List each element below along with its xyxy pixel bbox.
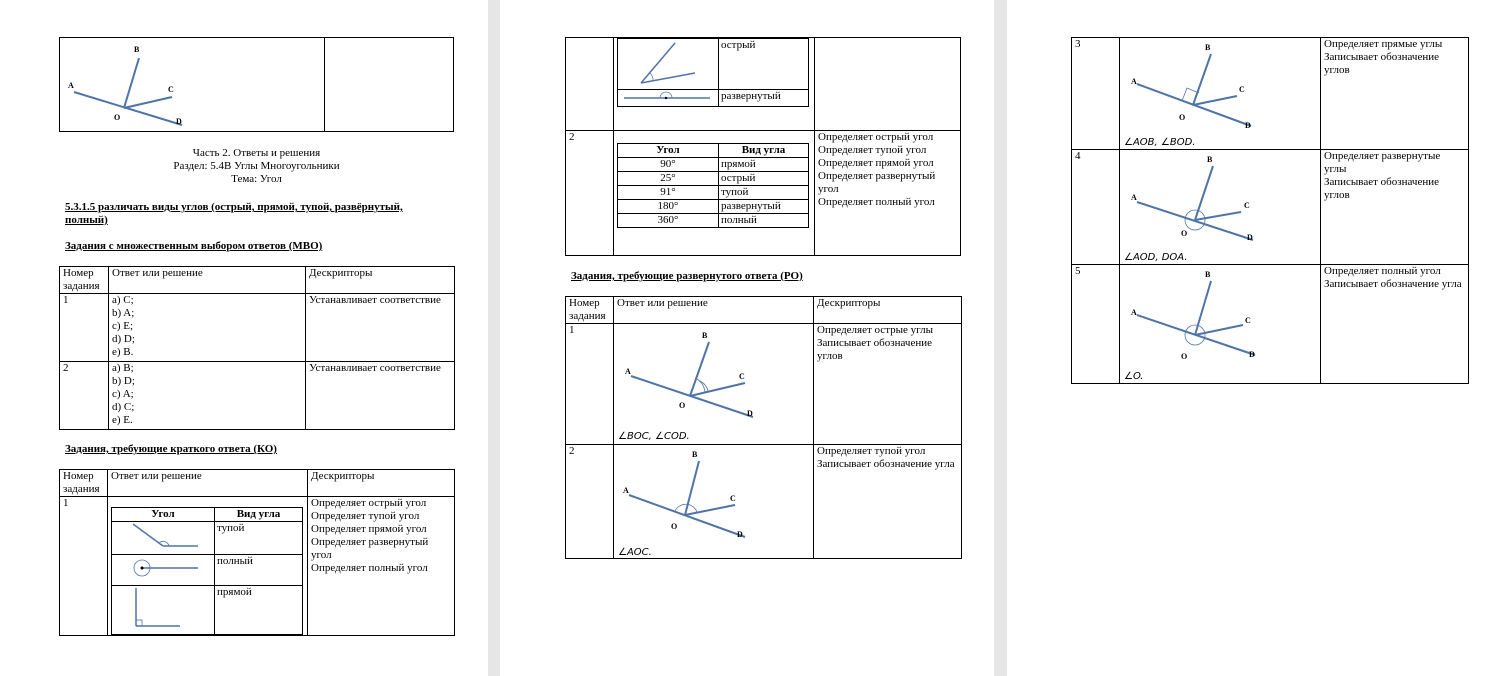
section-ro: Задания, требующие развернутого ответа (РО): [571, 270, 803, 282]
label-o: O: [671, 522, 678, 531]
obtuse-angle-sketch: [128, 522, 198, 550]
figure-box: [59, 37, 454, 132]
label-o: O: [1179, 113, 1186, 122]
col-header-desc: Дескрипторы: [306, 267, 455, 294]
label-c: C: [1244, 201, 1250, 210]
inner-angle-table: [111, 507, 303, 635]
inner-kind: прямой: [215, 586, 303, 635]
label-c: C: [168, 85, 174, 94]
page-2: [500, 0, 994, 676]
row-answer: a) B; b) D; c) A; d) C; e) E.: [109, 362, 306, 430]
row-num: 2: [566, 445, 614, 559]
row-desc: Определяет прямые углы Записывает обозначение углов: [1321, 38, 1469, 150]
header-line-3: Тема: Угол: [231, 173, 282, 185]
page-3: [1007, 0, 1487, 676]
row-num: 1: [60, 294, 109, 362]
row-answer: ∠BOC, ∠COD.: [618, 431, 690, 442]
ko-table-continued: [565, 37, 961, 256]
row-answer: ∠AOB, ∠BOD.: [1124, 137, 1196, 148]
row-desc: Определяет развернутые углы Записывает обозначение углов: [1321, 150, 1469, 265]
acute-angle-sketch: [633, 39, 703, 85]
label-b: B: [1205, 270, 1211, 279]
page-1: [0, 0, 488, 676]
degree-kind: острый: [719, 172, 809, 186]
label-d: D: [176, 117, 182, 126]
label-b: B: [692, 450, 698, 459]
label-o: O: [114, 113, 121, 122]
degree-kind: полный: [719, 214, 809, 228]
row-desc: Устанавливает соответствие: [306, 294, 455, 362]
row-num: 5: [1072, 265, 1120, 384]
label-a: A: [1131, 77, 1137, 86]
section-ko: Задания, требующие краткого ответа (КО): [65, 443, 277, 455]
label-a: A: [625, 367, 631, 376]
row-num: 1: [60, 497, 108, 636]
label-d: D: [1245, 121, 1251, 130]
figure-aod: [1123, 150, 1273, 248]
header-line-1: Часть 2. Ответы и решения: [192, 147, 321, 159]
degree-value: 180°: [618, 200, 719, 214]
col-header-desc: Дескрипторы: [308, 470, 455, 497]
ro-table: [565, 296, 962, 559]
label-a: A: [623, 486, 629, 495]
straight-angle-sketch: [622, 90, 714, 102]
inner-kind: развернутый: [719, 90, 809, 107]
row-num: 1: [566, 324, 614, 445]
col-header-num: Номер задания: [566, 297, 614, 324]
col-header-num: Номер задания: [60, 470, 108, 497]
inner-header-angle: Угол: [618, 144, 719, 158]
table-row: [566, 131, 961, 256]
row-answer: a) C; b) A; c) E; d) D; e) B.: [109, 294, 306, 362]
degree-kind: прямой: [719, 158, 809, 172]
col-header-answer: Ответ или решение: [109, 267, 306, 294]
col-header-desc: Дескрипторы: [814, 297, 962, 324]
row-num: 2: [566, 131, 614, 256]
label-a: A: [1131, 308, 1137, 317]
label-b: B: [1205, 43, 1211, 52]
label-a: A: [1131, 193, 1137, 202]
row-num: 2: [60, 362, 109, 430]
row-desc: Определяет острые углы Записывает обозначение углов: [814, 324, 962, 445]
angle-figure: [64, 42, 194, 127]
right-angle-sketch: [128, 586, 198, 630]
inner-kind: тупой: [215, 522, 303, 555]
inner-header-kind: Вид угла: [719, 144, 809, 158]
inner-degree-table: [617, 143, 809, 228]
figure-aoc: [617, 445, 767, 540]
table-row: [60, 497, 455, 636]
ro-table-continued: [1071, 37, 1469, 384]
figure-aob-bod: [1123, 38, 1273, 133]
header-line-2: Раздел: 5.4В Углы Многоугольники: [173, 160, 340, 172]
table-row: [60, 294, 455, 362]
row-desc: Определяет острый угол Определяет тупой угол Определяет прямой угол Определяет развернутый угол Определяет полный угол: [308, 497, 455, 636]
col-header-num: Номер задания: [60, 267, 109, 294]
table-row: [1072, 265, 1469, 384]
row-answer: ∠O.: [1124, 371, 1144, 382]
label-c: C: [1245, 316, 1251, 325]
section-mvo: Задания с множественным выбором ответов (МВО): [65, 240, 323, 252]
label-d: D: [747, 409, 753, 418]
label-o: O: [679, 401, 686, 410]
degree-value: 360°: [618, 214, 719, 228]
full-angle-sketch: [128, 555, 198, 581]
label-o: O: [1181, 229, 1188, 238]
inner-header-kind: Вид угла: [215, 508, 303, 522]
inner-kind: полный: [215, 555, 303, 586]
degree-kind: тупой: [719, 186, 809, 200]
table-row: [1072, 150, 1469, 265]
row-answer: ∠AOD, DOA.: [1124, 252, 1188, 263]
mvo-table: [59, 266, 455, 430]
col-header-answer: Ответ или решение: [108, 470, 308, 497]
degree-value: 90°: [618, 158, 719, 172]
col-header-answer: Ответ или решение: [614, 297, 814, 324]
table-row: [1072, 38, 1469, 150]
inner-header-angle: Угол: [112, 508, 215, 522]
row-num: 3: [1072, 38, 1120, 150]
objective: 5.3.1.5 различать виды углов (острый, прямой, тупой, развёрнутый, полный): [65, 201, 403, 226]
label-b: B: [1207, 155, 1213, 164]
ko-table: [59, 469, 455, 636]
inner-kind: острый: [719, 39, 809, 90]
label-c: C: [739, 372, 745, 381]
table-row: [566, 324, 962, 445]
figure-boc-cod: [617, 324, 767, 424]
row-desc: Устанавливает соответствие: [306, 362, 455, 430]
row-desc: Определяет острый угол Определяет тупой угол Определяет прямой угол Определяет развернутый угол Определяет полный угол: [815, 131, 961, 256]
row-num: 4: [1072, 150, 1120, 265]
label-c: C: [1239, 85, 1245, 94]
label-o: O: [1181, 352, 1188, 361]
label-d: D: [1247, 233, 1253, 242]
label-c: C: [730, 494, 736, 503]
table-row: [60, 362, 455, 430]
label-d: D: [1249, 350, 1255, 359]
label-b: B: [134, 45, 140, 54]
table-row: [566, 445, 962, 559]
row-answer: ∠AOC.: [618, 547, 652, 558]
row-desc: Определяет полный угол Записывает обозначение угла: [1321, 265, 1469, 384]
degree-value: 91°: [618, 186, 719, 200]
figure-full-angle: [1123, 265, 1273, 365]
label-a: A: [68, 81, 74, 90]
degree-value: 25°: [618, 172, 719, 186]
row-desc: Определяет тупой угол Записывает обозначение угла: [814, 445, 962, 559]
label-b: B: [702, 331, 708, 340]
degree-kind: развернутый: [719, 200, 809, 214]
label-d: D: [737, 530, 743, 539]
